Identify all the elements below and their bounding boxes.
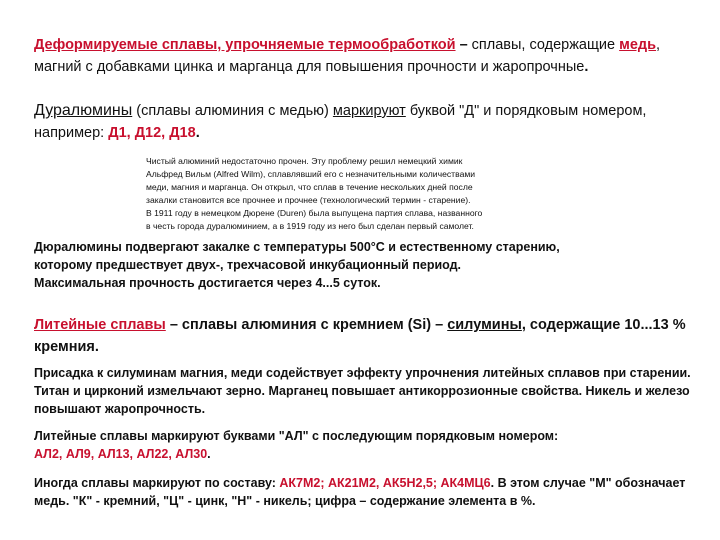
cast-alloys-text: – сплавы алюминия с кремнием (Si) – xyxy=(165,317,448,333)
wrought-alloys-title: Деформируемые сплавы, упрочняемые термообработкой xyxy=(34,37,456,53)
marking-term: маркируют xyxy=(332,103,406,119)
composition-examples: АК7М2; АК21М2, АК5Н2,5; АК4МЦ6 xyxy=(279,476,491,490)
dash: – xyxy=(455,37,472,53)
history-note-line: В 1911 году в немецком Дюрене (Duren) была выпущена партия сплава, названного xyxy=(146,208,483,218)
duralumin-term: Дуралюмины xyxy=(34,102,133,119)
period: . xyxy=(195,125,200,141)
history-note-line: Чистый алюминий недостаточно прочен. Эту проблему решил немецкий химик xyxy=(146,156,463,166)
period: . xyxy=(584,59,589,75)
copper-link: медь xyxy=(619,37,657,53)
heat-treatment-line: которому предшествует двух-, трехчасовой инкубационный период. xyxy=(34,258,462,272)
wrought-alloys-text-2: , магний с добавками цинка и марганца для повышения прочности и жаропрочные xyxy=(34,37,661,75)
composition-marking-paragraph xyxy=(34,474,694,510)
heat-treatment-line: Дюралюмины подвергают закалке с температуры 500°С и естественному старению, xyxy=(34,240,560,254)
history-note-line: Альфред Вильм (Alfred Wilm), сплавлявший его с незначительными количествами xyxy=(146,169,476,179)
cast-alloys-title: Литейные сплавы xyxy=(34,317,166,333)
history-note xyxy=(146,155,586,233)
cast-alloys-text-2: , содержащие 10...13 % кремния. xyxy=(34,317,686,355)
history-note-line: закалки становится все прочнее и прочнее (технологический термин - старение). xyxy=(146,195,471,205)
heat-treatment-paragraph xyxy=(34,238,694,292)
history-note-line: в честь города дуралюминием, а в 1919 году из него был сделан первый самолет. xyxy=(146,221,474,231)
composition-text: Иногда сплавы маркируют по составу: xyxy=(34,476,280,490)
duralumin-examples: Д1, Д12, Д18 xyxy=(108,125,196,141)
al-marking-text: Литейные сплавы маркируют буквами "АЛ" с последующим порядковым номером: xyxy=(34,429,559,443)
al-examples: АЛ2, АЛ9, АЛ13, АЛ22, АЛ30 xyxy=(34,447,208,461)
cast-alloys-paragraph xyxy=(34,314,694,358)
additives-paragraph: Присадка к силуминам магния, меди содействует эффекту упрочнения литейных сплавов при старении. Титан и цирконий измельчают зерно. Марганец повышает антикоррозионные свойства. Никель и железо повышают жаропрочность. xyxy=(34,366,691,416)
heat-treatment-line: Максимальная прочность достигается через 4...5 суток. xyxy=(34,276,381,290)
wrought-alloys-text: сплавы, содержащие xyxy=(471,37,620,53)
duralumin-paragraph xyxy=(34,100,674,144)
period: . xyxy=(207,447,211,461)
wrought-alloys-paragraph xyxy=(34,34,674,78)
duralumin-text: (сплавы алюминия с медью) xyxy=(132,103,333,119)
composition-text-2: . В этом случае "М" обозначает медь. "К" - кремний, "Ц" - цинк, "Н" - никель; цифра – содержание элемента в %. xyxy=(34,476,686,508)
silumin-term: силумины xyxy=(447,317,522,333)
duralumin-text-2: буквой "Д" и порядковым номером, например: xyxy=(34,103,647,141)
al-marking-paragraph xyxy=(34,427,694,463)
history-note-line: меди, магния и марганца. Он открыл, что сплав в течение нескольких дней после xyxy=(146,182,473,192)
